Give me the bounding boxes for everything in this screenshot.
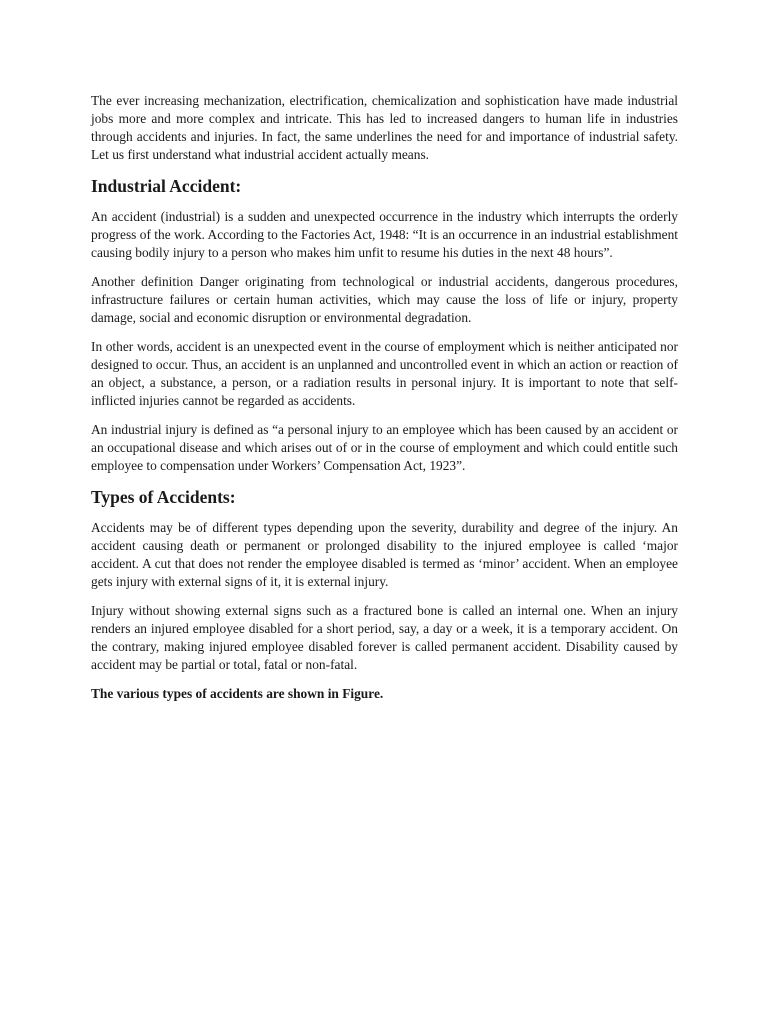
document-page <box>91 92 678 714</box>
paragraph: Another definition Danger originating from technological or industrial accidents, dangerous procedures, infrastructure failures or certain human activities, which may cause the loss of life or injury, property damage, social and economic disruption or environmental degradation. <box>91 274 678 325</box>
figure-caption: The various types of accidents are shown in Figure. <box>91 686 384 701</box>
paragraph: In other words, accident is an unexpected event in the course of employment which is neither anticipated nor designed to occur. Thus, an accident is an unplanned and uncontrolled event in which an action or reaction of an object, a substance, a person, or a radiation results in personal injury. It is important to note that self-inflicted injuries cannot be regarded as accidents. <box>91 339 678 408</box>
section-heading-types-of-accidents: Types of Accidents: <box>91 487 236 507</box>
paragraph: An accident (industrial) is a sudden and unexpected occurrence in the industry which interrupts the orderly progress of the work. According to the Factories Act, 1948: “It is an occurrence in an industrial establishment causing bodily injury to a person who makes him unfit to resume his duties in the next 48 hours”. <box>91 209 678 260</box>
paragraph: Accidents may be of different types depending upon the severity, durability and degree of the injury. An accident causing death or permanent or prolonged disability to the injured employee is called ‘major accident. A cut that does not render the employee disabled is termed as ‘minor’ accident. When an employee gets injury with external signs of it, it is external injury. <box>91 520 678 589</box>
section-heading-industrial-accident: Industrial Accident: <box>91 176 242 196</box>
intro-paragraph: The ever increasing mechanization, electrification, chemicalization and sophistication have made industrial jobs more and more complex and intricate. This has led to increased dangers to human life in industries through accidents and injuries. In fact, the same underlines the need for and importance of industrial safety. Let us first understand what industrial accident actually means. <box>91 93 678 162</box>
paragraph: An industrial injury is defined as “a personal injury to an employee which has been caused by an accident or an occupational disease and which arises out of or in the course of employment and which could entitle such employee to compensation under Workers’ Compensation Act, 1923”. <box>91 422 678 473</box>
paragraph: Injury without showing external signs such as a fractured bone is called an internal one. When an injury renders an injured employee disabled for a short period, say, a day or a week, it is a temporary accident. On the contrary, making injured employee disabled forever is called permanent accident. Disability caused by accident may be partial or total, fatal or non-fatal. <box>91 603 678 672</box>
